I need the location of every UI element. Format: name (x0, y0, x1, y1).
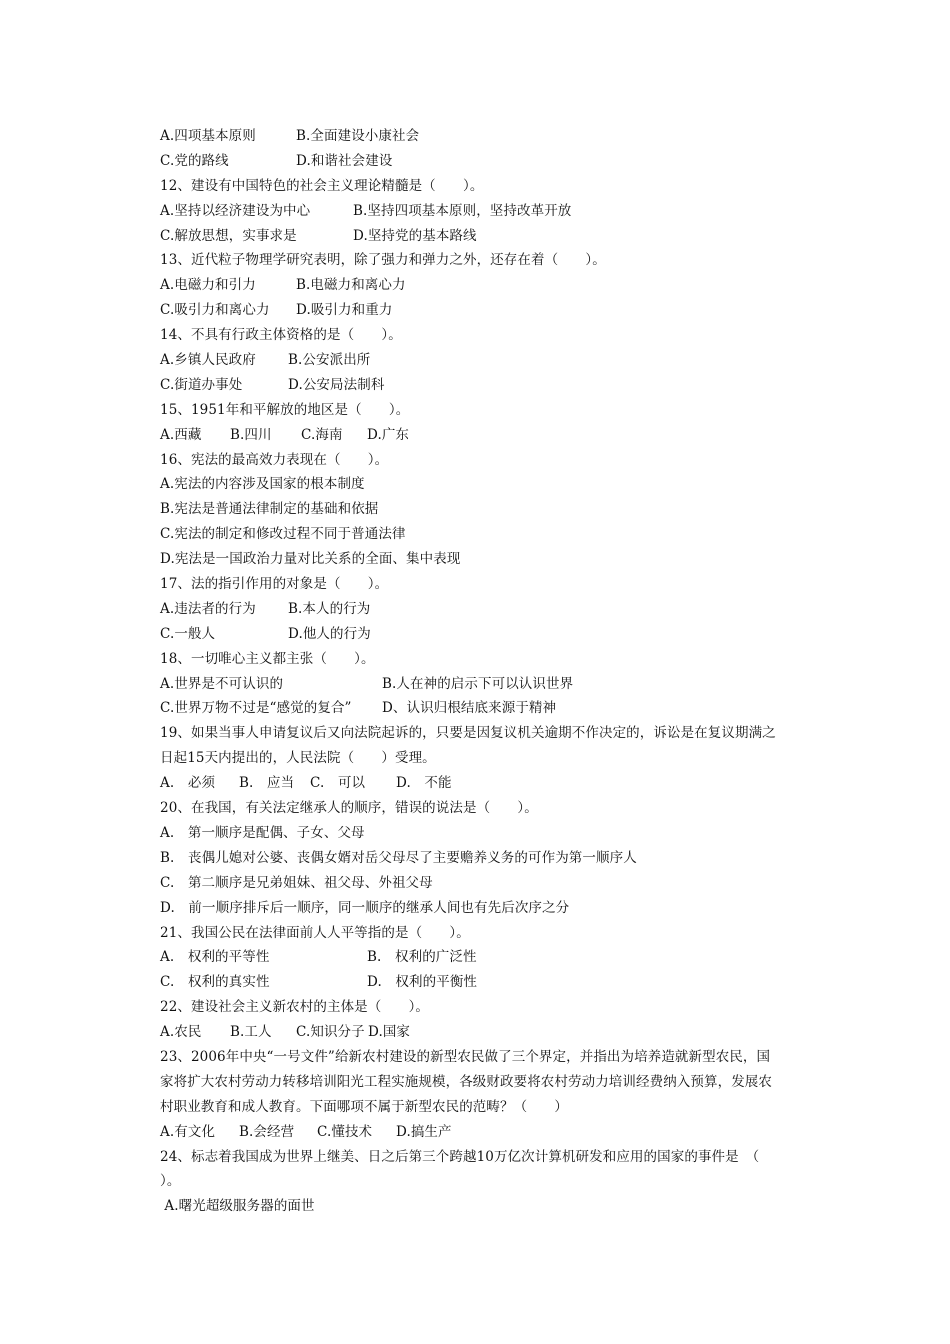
option-text: A.世界是不可认识的 (160, 675, 284, 692)
option-text: A.有文化 (160, 1123, 216, 1140)
option-text: C.吸引力和离心力 (160, 302, 270, 319)
option-text: D.坚持党的基本路线 (353, 227, 477, 244)
line-text: 家将扩大农村劳动力转移培训阳光工程实施规模，各级财政要将农村劳动力培训经费纳入预算，发展农 (160, 1073, 772, 1090)
option-text: B.四川 (230, 426, 272, 443)
line-text: 日起15天内提出的，人民法院（ ）受理。 (160, 750, 436, 767)
line-text: 22、建设社会主义新农村的主体是（ ）。 (160, 999, 430, 1016)
text-line (160, 522, 820, 547)
option-text: C.一般人 (160, 625, 216, 642)
option-row (160, 622, 820, 647)
text-line (160, 746, 820, 771)
line-text: 12、建设有中国特色的社会主义理论精髓是（ ）。 (160, 177, 484, 194)
option-text: A.电磁力和引力 (160, 277, 256, 294)
line-text: 21、我国公民在法律面前人人平等指的是（ ）。 (160, 924, 470, 941)
line-text: 23、2006年中央“一号文件”给新农村建设的新型农民做了三个界定，并指出为培养造就新型农民，国 (160, 1048, 771, 1065)
text-line (160, 572, 820, 597)
option-text: C.知识分子 (296, 1024, 365, 1041)
option-text: D.他人的行为 (288, 625, 371, 642)
option-text: D.搞生产 (396, 1123, 452, 1140)
text-line (160, 1169, 820, 1194)
text-line (160, 497, 820, 522)
option-row (160, 224, 820, 249)
line-text: B.宪法是普通法律制定的基础和依据 (160, 501, 379, 518)
line-text: A.宪法的内容涉及国家的根本制度 (160, 476, 365, 493)
option-text: C.党的路线 (160, 152, 229, 169)
text-line (160, 547, 820, 572)
option-row (160, 348, 820, 373)
line-text: C.宪法的制定和修改过程不同于普通法律 (160, 526, 406, 543)
option-text: B.公安派出所 (288, 352, 371, 369)
option-row (160, 423, 820, 448)
option-text: D. 不能 (396, 775, 452, 792)
line-text: 村职业教育和成人教育。下面哪项不属于新型农民的范畴？（ ） (160, 1098, 568, 1115)
text-line (160, 398, 820, 423)
text-line (160, 323, 820, 348)
line-text: ）。 (160, 1173, 181, 1190)
option-text: D.广东 (367, 426, 410, 443)
line-text: B. 丧偶儿媳对公婆、丧偶女婿对岳父母尽了主要赡养义务的可作为第一顺序人 (160, 849, 637, 866)
line-text: D.宪法是一国政治力量对比关系的全面、集中表现 (160, 551, 461, 568)
option-row (160, 298, 820, 323)
line-text: 24、标志着我国成为世界上继美、日之后第三个跨越10万亿次计算机研发和应用的国家的事件是 （ (160, 1148, 760, 1165)
option-text: A.坚持以经济建设为中心 (160, 202, 311, 219)
line-text: 15、1951年和平解放的地区是（ ）。 (160, 401, 410, 418)
line-text: 18、一切唯心主义都主张（ ）。 (160, 650, 375, 667)
line-text: 19、如果当事人申请复议后又向法院起诉的，只要是因复议机关逾期不作决定的，诉讼是在复议期满之 (160, 725, 776, 742)
option-text: B. 权利的广泛性 (367, 949, 477, 966)
text-line (160, 921, 820, 946)
option-text: D.公安局法制科 (288, 376, 385, 393)
line-text: A.曙光超级服务器的面世 (160, 1198, 315, 1215)
line-text: D. 前一顺序排斥后一顺序，同一顺序的继承人间也有先后次序之分 (160, 899, 570, 916)
text-line (160, 896, 820, 921)
text-line (160, 1145, 820, 1170)
option-row (160, 373, 820, 398)
option-row (160, 1020, 820, 1045)
option-text: B.会经营 (239, 1123, 295, 1140)
option-row (160, 696, 820, 721)
line-text: 17、法的指引作用的对象是（ ）。 (160, 576, 389, 593)
option-text: C.世界万物不过是“感觉的复合” (160, 700, 352, 717)
option-text: D.吸引力和重力 (296, 302, 393, 319)
option-text: D.和谐社会建设 (296, 152, 393, 169)
option-text: A. 必须 (160, 775, 216, 792)
option-text: D. 权利的平衡性 (367, 974, 478, 991)
text-line (160, 821, 820, 846)
option-text: A.西藏 (160, 426, 202, 443)
line-text: 16、宪法的最高效力表现在（ ）。 (160, 451, 389, 468)
option-text: A.乡镇人民政府 (160, 352, 256, 369)
text-line (160, 796, 820, 821)
line-text: 14、不具有行政主体资格的是（ ）。 (160, 327, 402, 344)
line-text: A. 第一顺序是配偶、子女、父母 (160, 824, 365, 841)
option-row (160, 199, 820, 224)
option-text: B.全面建设小康社会 (296, 128, 420, 144)
option-text: B.工人 (230, 1024, 272, 1041)
text-line (160, 174, 820, 199)
text-line (160, 871, 820, 896)
text-line (160, 647, 820, 672)
option-row (160, 945, 820, 970)
option-text: A.违法者的行为 (160, 600, 256, 617)
option-text: B. 应当 (239, 775, 295, 792)
option-row (160, 149, 820, 174)
document-page (160, 124, 820, 1219)
option-text: C. 权利的真实性 (160, 974, 270, 991)
text-line (160, 1070, 820, 1095)
option-text: C.解放思想，实事求是 (160, 227, 297, 244)
option-text: B.人在神的启示下可以认识世界 (382, 675, 574, 692)
text-line (160, 1194, 820, 1219)
option-text: B.电磁力和离心力 (296, 277, 406, 294)
text-line (160, 472, 820, 497)
text-line (160, 1095, 820, 1120)
option-text: D.国家 (368, 1024, 411, 1041)
text-line (160, 846, 820, 871)
option-text: B.坚持四项基本原则，坚持改革开放 (353, 202, 572, 219)
option-text: D、认识归根结底来源于精神 (382, 700, 557, 717)
option-row (160, 771, 820, 796)
option-row (160, 1120, 820, 1145)
option-text: A.四项基本原则 (160, 128, 256, 144)
option-row (160, 273, 820, 298)
line-text: 20、在我国，有关法定继承人的顺序，错误的说法是（ ）。 (160, 800, 538, 817)
option-text: C.街道办事处 (160, 376, 243, 393)
option-text: A.农民 (160, 1024, 202, 1041)
line-text: C. 第二顺序是兄弟姐妹、祖父母、外祖父母 (160, 874, 433, 891)
option-text: C.懂技术 (317, 1123, 373, 1140)
option-text: B.本人的行为 (288, 600, 371, 617)
text-line (160, 448, 820, 473)
option-row (160, 597, 820, 622)
line-text: 13、近代粒子物理学研究表明，除了强力和弹力之外，还存在着（ ）。 (160, 252, 606, 269)
option-text: C. 可以 (310, 775, 366, 792)
option-text: A. 权利的平等性 (160, 949, 270, 966)
option-row (160, 124, 820, 149)
text-line (160, 995, 820, 1020)
option-row (160, 672, 820, 697)
text-line (160, 721, 820, 746)
option-row (160, 970, 820, 995)
text-line (160, 1045, 820, 1070)
option-text: C.海南 (301, 426, 343, 443)
text-line (160, 248, 820, 273)
